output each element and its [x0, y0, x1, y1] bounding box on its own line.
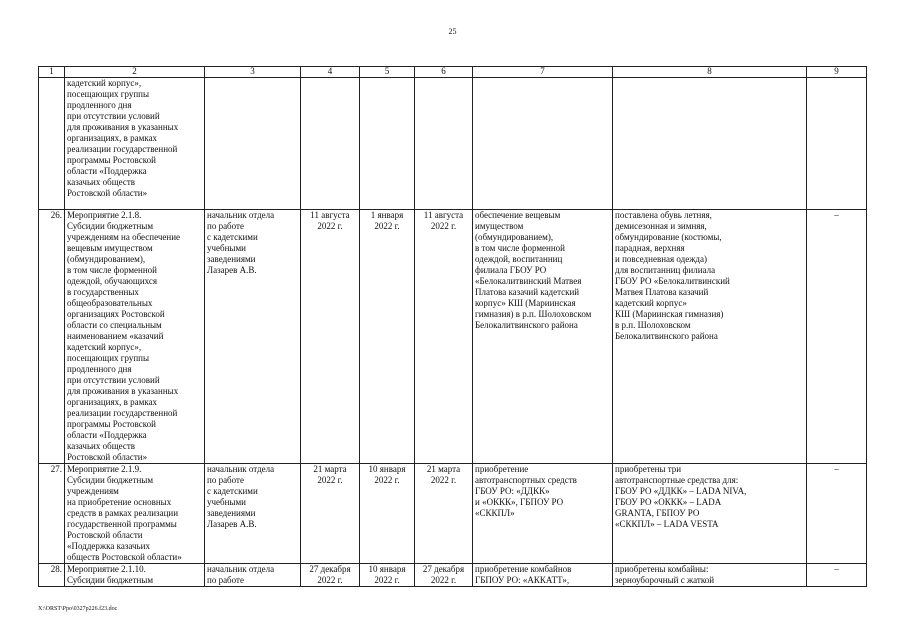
column-header: 2 — [65, 67, 205, 78]
start-date-cell — [301, 78, 360, 210]
table-row — [39, 564, 867, 587]
responsible-cell: начальник отдела по работе — [205, 564, 301, 587]
expected-result-cell: приобретение автотранспортных средств ГБОУ РО: «ДДКК» и «ОККК», ГБПОУ РО «СККПЛ» — [473, 464, 613, 564]
table-row — [39, 78, 867, 210]
actual-result-cell: приобретены три автотранспортные средства для: ГБОУ РО «ДДКК» – LADA NIVA, ГБОУ РО «ОККК» – LADA GRANTA, ГБПОУ РО «СККПЛ» – LADA VESTA — [613, 464, 807, 564]
file-path-footer: X:\ORST\Ppo\0327p226.f23.doc — [38, 606, 118, 612]
column-header: 9 — [807, 67, 867, 78]
actual-result-cell: поставлена обувь летняя, демисезонная и зимняя, обмундирование (костюмы, парадная, верхняя и повседневная одежда) для воспитанниц филиала ГБОУ РО «Белокалитвинский Матвея Платова казачий кадетский корпус» КШ (Мариинская гимназия) в р.п. Шолоховском Белокалитвинского района — [613, 210, 807, 464]
notes-cell: – — [807, 210, 867, 464]
end-date-cell: 1 января 2022 г. — [360, 210, 415, 464]
table-row — [39, 210, 867, 464]
start-date-cell: 11 августа 2022 г. — [301, 210, 360, 464]
end-date-cell: 10 января 2022 г. — [360, 564, 415, 587]
column-header: 1 — [39, 67, 65, 78]
table-row — [39, 464, 867, 564]
row-number: 26. — [39, 210, 65, 464]
notes-cell: – — [807, 464, 867, 564]
column-header: 4 — [301, 67, 360, 78]
responsible-cell: начальник отдела по работе с кадетскими учебными заведениями Лазарев А.В. — [205, 464, 301, 564]
actual-date-cell: 27 декабря 2022 г. — [415, 564, 473, 587]
event-cell: Мероприятие 2.1.9. Субсидии бюджетным учреждениям на приобретение основных средств в рамках реализации государственной программы Ростовской области «Поддержка казачьих обществ Ростовской области» — [65, 464, 205, 564]
column-header: 6 — [415, 67, 473, 78]
header-row — [39, 67, 867, 78]
end-date-cell — [360, 78, 415, 210]
row-number: 28. — [39, 564, 65, 587]
start-date-cell: 27 декабря 2022 г. — [301, 564, 360, 587]
actual-result-cell — [613, 78, 807, 210]
start-date-cell: 21 марта 2022 г. — [301, 464, 360, 564]
notes-cell — [807, 78, 867, 210]
row-number: 27. — [39, 464, 65, 564]
actual-date-cell — [415, 78, 473, 210]
notes-cell: – — [807, 564, 867, 587]
page-number: 25 — [448, 27, 457, 36]
actual-date-cell: 21 марта 2022 г. — [415, 464, 473, 564]
event-cell: кадетский корпус», посещающих группы продленного дня при отсутствии условий для проживания в указанных организациях, в рамках реализации государственной программы Ростовской области «Поддержка казачьих обществ Ростовской области» — [65, 78, 205, 210]
expected-result-cell: обеспечение вещевым имуществом (обмундированием), в том числе форменной одеждой, воспитанниц филиала ГБОУ РО «Белокалитвинский Матвея Платова казачий кадетский корпус» КШ (Мариинская гимназия) в р.п. Шолоховском Белокалитвинского района — [473, 210, 613, 464]
actual-result-cell: приобретены комбайны: зерноуборочный с жаткой — [613, 564, 807, 587]
end-date-cell: 10 января 2022 г. — [360, 464, 415, 564]
report-table — [38, 66, 867, 587]
responsible-cell — [205, 78, 301, 210]
row-number — [39, 78, 65, 210]
event-cell: Мероприятие 2.1.8. Субсидии бюджетным учреждениям на обеспечение вещевым имуществом (обмундированием), в том числе форменной одеждой, обучающихся в государственных общеобразовательных организациях Ростовской области со специальным наименованием «казачий кадетский корпус», посещающих группы продленного дня при отсутствии условий для проживания в указанных организациях, в рамках реализации государственной программы Ростовской области «Поддержка казачьих обществ Ростовской области» — [65, 210, 205, 464]
column-header: 5 — [360, 67, 415, 78]
expected-result-cell — [473, 78, 613, 210]
event-cell: Мероприятие 2.1.10. Субсидии бюджетным — [65, 564, 205, 587]
column-header: 7 — [473, 67, 613, 78]
column-header: 3 — [205, 67, 301, 78]
column-header: 8 — [613, 67, 807, 78]
responsible-cell: начальник отдела по работе с кадетскими учебными заведениями Лазарев А.В. — [205, 210, 301, 464]
expected-result-cell: приобретение комбайнов ГБПОУ РО: «АККАТТ», — [473, 564, 613, 587]
actual-date-cell: 11 августа 2022 г. — [415, 210, 473, 464]
